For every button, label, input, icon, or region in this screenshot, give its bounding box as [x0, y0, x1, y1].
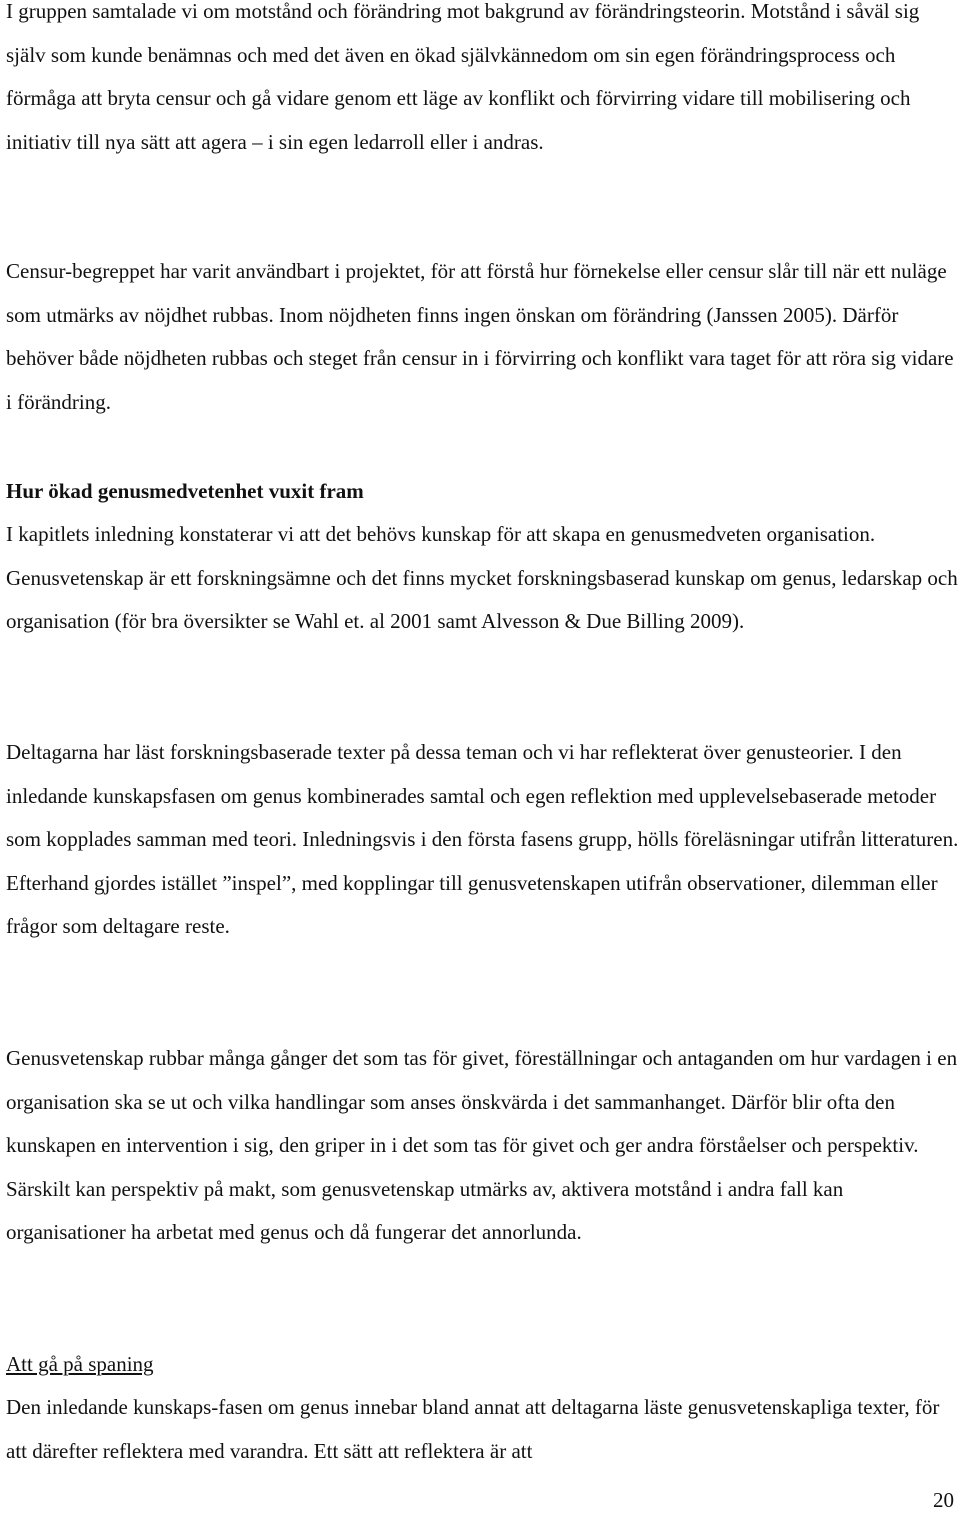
- paragraph-kapitlets-inledning: I kapitlets inledning konstaterar vi att det behövs kunskap för att skapa en genusmedveten organisation. Genusvetenskap är ett forskningsämne och det finns mycket forskningsbaserad kunskap om genus, ledarskap och organisation (för bra översikter se Wahl et. al 2001 samt Alvesson & Due Billing 2009).: [6, 522, 958, 633]
- paragraph-genusvetenskap: Genusvetenskap rubbar många gånger det som tas för givet, föreställningar och antaganden om hur vardagen i en organisation ska se ut och vilka handlingar som anses önskvärda i det sammanhanget. Därför blir ofta den kunskapen en intervention i sig, den griper in i det som tas för givet och ger andra förståelser och perspektiv. Särskilt kan perspektiv på makt, som genusvetenskap utmärks av, aktivera motstånd i andra fall kan organisationer ha arbetat med genus och då fungerar det annorlunda.: [6, 1046, 958, 1244]
- paragraph-deltagarna: Deltagarna har läst forskningsbaserade texter på dessa teman och vi har reflekterat över genusteorier. I den inledande kunskapsfasen om genus kombinerades samtal och egen reflektion med upplevelsebaserade metoder som kopplades samman med teori. Inledningsvis i den första fasens grupp, hölls föreläsningar utifrån litteraturen. Efterhand gjordes istället ”inspel”, med kopplingar till genusvetenskapen utifrån observationer, dilemman eller frågor som deltagare reste.: [6, 740, 959, 938]
- section-heading-spaning: Att gå på spaning: [6, 1352, 154, 1376]
- section-heading-genusmedvetenhet: Hur ökad genusmedvetenhet vuxit fram: [6, 479, 364, 503]
- paragraph-censur: Censur-begreppet har varit användbart i projektet, för att förstå hur förnekelse eller censur slår till när ett nuläge som utmärks av nöjdhet rubbas. Inom nöjdheten finns ingen önskan om förändring (Janssen 2005). Därför behöver både nöjdheten rubbas och steget från censur in i förvirring och konflikt vara taget för att röra sig vidare i förändring.: [6, 259, 954, 414]
- paragraph-kunskapsfasen: Den inledande kunskaps-fasen om genus innebar bland annat att deltagarna läste genusvetenskapliga texter, för att därefter reflektera med varandra. Ett sätt att reflektera är att: [6, 1395, 940, 1463]
- page-number: 20: [933, 1488, 954, 1512]
- paragraph-motstand: I gruppen samtalade vi om motstånd och förändring mot bakgrund av förändringsteorin. Motstånd i såväl sig själv som kunde benämnas och med det även en ökad självkännedom om sin egen förändringsprocess och förmåga att bryta censur och gå vidare genom ett läge av konflikt och förvirring vidare till mobilisering och initiativ till nya sätt att agera – i sin egen ledarroll eller i andras.: [6, 0, 920, 154]
